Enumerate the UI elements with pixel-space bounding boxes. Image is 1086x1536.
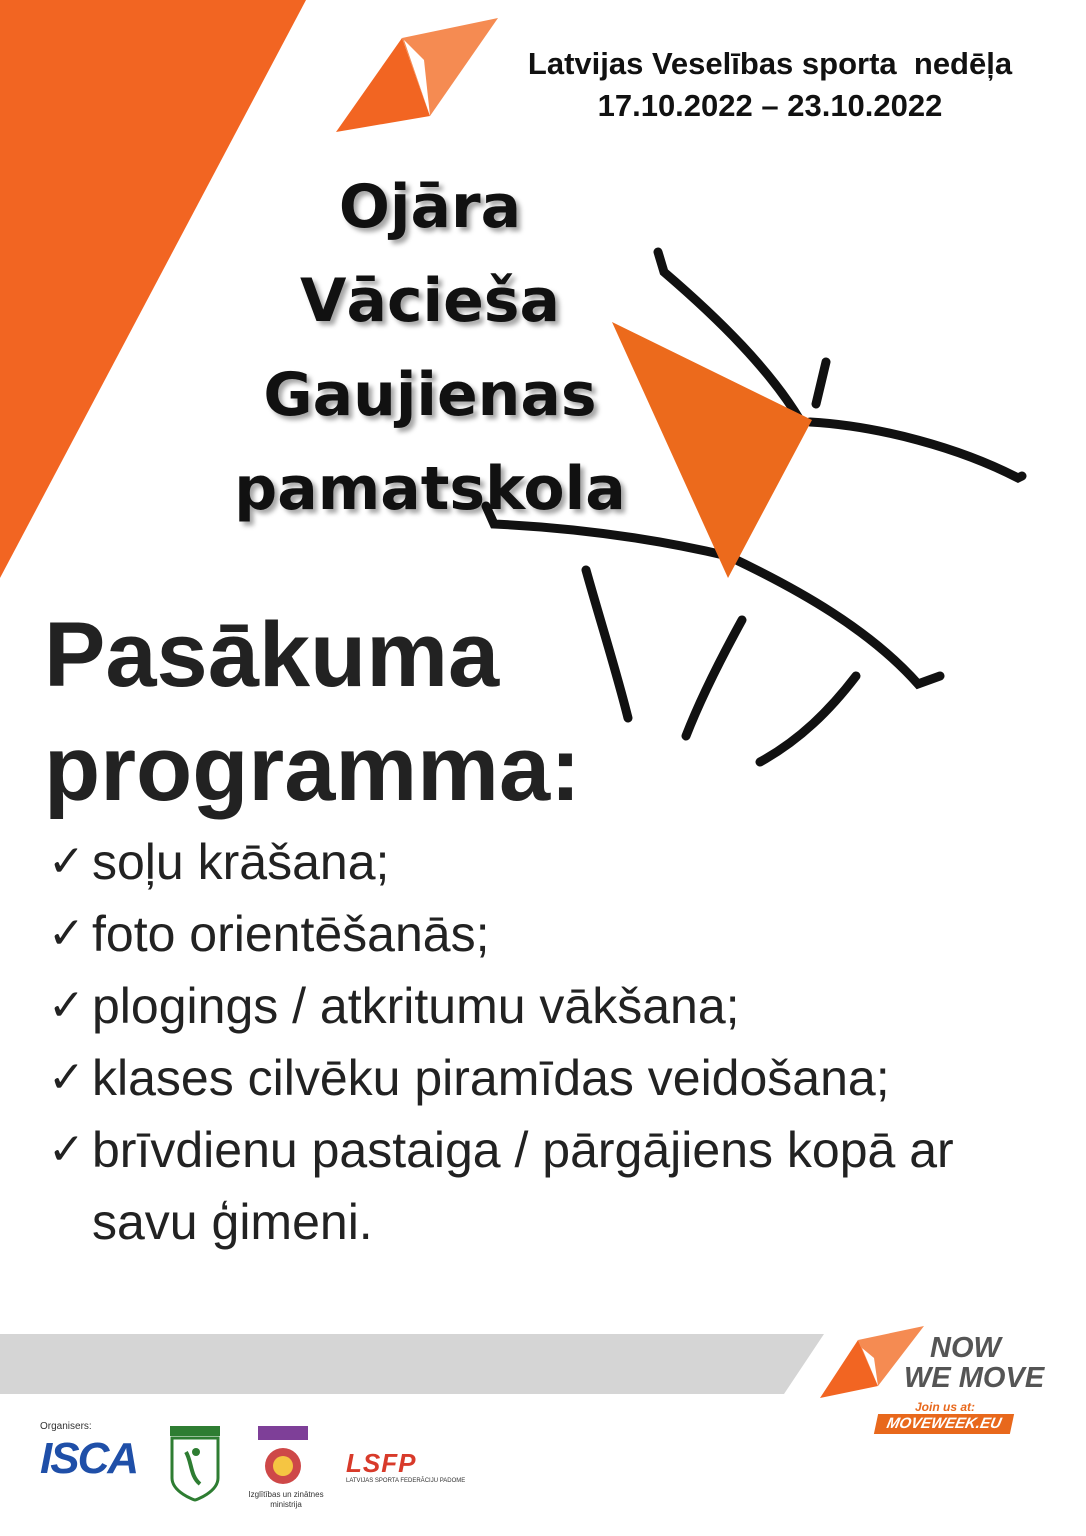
check-icon: ✓ bbox=[48, 980, 85, 1031]
school-name-line3: pamatskola bbox=[234, 454, 626, 524]
school-name bbox=[200, 160, 660, 536]
footer-gray-band bbox=[0, 1334, 824, 1394]
list-item bbox=[48, 970, 1008, 1042]
check-icon: ✓ bbox=[48, 1052, 85, 1103]
school-name-line2: Gaujienas bbox=[263, 360, 597, 430]
brand-line1: NOW bbox=[930, 1332, 1001, 1364]
list-item-text: brīvdienu pastaiga / pārgājiens kopā ar savu ģimeni. bbox=[92, 1122, 954, 1250]
list-item bbox=[48, 1042, 1008, 1114]
moveweek-link[interactable]: MOVEWEEK.EU bbox=[874, 1414, 1014, 1434]
list-item bbox=[48, 826, 1008, 898]
list-item-text: foto orientēšanās; bbox=[92, 906, 490, 962]
join-us-label: Join us at: bbox=[914, 1400, 975, 1414]
ministry-coat-of-arms-icon bbox=[258, 1426, 308, 1484]
list-item bbox=[48, 1114, 1008, 1258]
lsfp-logo: LSFP bbox=[346, 1448, 417, 1478]
check-icon: ✓ bbox=[48, 1124, 85, 1175]
lsfp-caption: LATVIJAS SPORTA FEDERĀCIJU PADOME bbox=[346, 1478, 466, 1484]
school-name-line1: Ojāra Vācieša bbox=[300, 172, 560, 336]
program-title bbox=[44, 598, 744, 826]
event-dates: 17.10.2022 – 23.10.2022 bbox=[597, 88, 943, 123]
check-icon: ✓ bbox=[48, 836, 85, 887]
list-item-text: plogings / atkritumu vākšana; bbox=[92, 978, 740, 1034]
program-title-line1: Pasākuma bbox=[44, 604, 500, 706]
brand-line2: WE MOVE bbox=[904, 1362, 1045, 1394]
ministry-caption: Izglītības un zinātnes ministrija bbox=[248, 1490, 324, 1509]
now-we-move-brand bbox=[904, 1333, 1044, 1393]
list-item-text: klases cilvēku piramīdas veidošana; bbox=[92, 1050, 890, 1106]
ltsa-shield-icon bbox=[170, 1426, 220, 1500]
list-item-text: soļu krāšana; bbox=[92, 834, 390, 890]
list-item bbox=[48, 898, 1008, 970]
program-list bbox=[48, 826, 1008, 1258]
isca-logo: ISCA bbox=[40, 1434, 138, 1483]
event-title: Latvijas Veselības sporta nedēļa bbox=[527, 46, 1013, 81]
organisers-label: Organisers: bbox=[40, 1421, 92, 1432]
check-icon: ✓ bbox=[48, 908, 85, 959]
program-title-line2: programma: bbox=[44, 718, 581, 820]
